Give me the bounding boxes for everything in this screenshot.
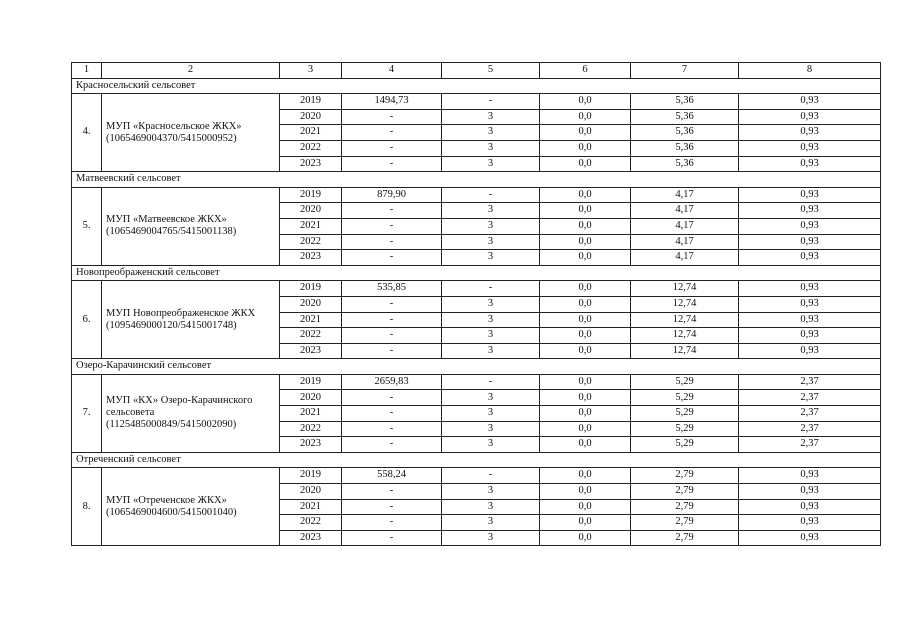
table-cell: 3 <box>442 343 540 359</box>
table-cell: 0,0 <box>540 218 631 234</box>
table-cell: 4,17 <box>631 250 739 266</box>
table-cell: - <box>442 468 540 484</box>
table-cell: 12,74 <box>631 312 739 328</box>
table-cell: - <box>342 343 442 359</box>
table-cell: 0,93 <box>739 515 881 531</box>
table-cell: 2019 <box>280 374 342 390</box>
table-cell: - <box>342 296 442 312</box>
table-cell: 3 <box>442 515 540 531</box>
table-cell: 2023 <box>280 343 342 359</box>
header-cell: 2 <box>102 63 280 79</box>
table-cell: 2020 <box>280 390 342 406</box>
table-cell: 0,0 <box>540 250 631 266</box>
table-cell: - <box>342 390 442 406</box>
section-title-row <box>72 172 881 188</box>
row-number: 7. <box>72 374 102 452</box>
table-cell: 3 <box>442 328 540 344</box>
table-cell: 4,17 <box>631 203 739 219</box>
section-title: Новопреображенский сельсовет <box>72 265 881 281</box>
table-cell: - <box>342 421 442 437</box>
table-cell: 3 <box>442 250 540 266</box>
table-cell: 0,93 <box>739 218 881 234</box>
table-cell: 0,93 <box>739 203 881 219</box>
table-cell: 0,0 <box>540 328 631 344</box>
table-cell: 3 <box>442 484 540 500</box>
table-cell: 2,37 <box>739 437 881 453</box>
table-cell: 2023 <box>280 530 342 546</box>
row-number: 5. <box>72 187 102 265</box>
table-cell: 2022 <box>280 140 342 156</box>
table-cell: 5,29 <box>631 437 739 453</box>
table-cell: - <box>342 530 442 546</box>
table-cell: - <box>342 515 442 531</box>
table-cell: 0,0 <box>540 140 631 156</box>
table-cell: 2659,83 <box>342 374 442 390</box>
table-cell: 0,0 <box>540 343 631 359</box>
table-cell: - <box>442 187 540 203</box>
table-cell: 5,36 <box>631 140 739 156</box>
table-cell: 2020 <box>280 296 342 312</box>
organization-name: МУП Новопреображенское ЖКХ (1095469000120/5415001748) <box>102 281 280 359</box>
table-cell: 2021 <box>280 499 342 515</box>
table-cell: 0,93 <box>739 468 881 484</box>
table-cell: 5,29 <box>631 406 739 422</box>
table-body <box>72 63 881 546</box>
header-cell: 7 <box>631 63 739 79</box>
table-cell: 3 <box>442 296 540 312</box>
table-cell: 5,36 <box>631 109 739 125</box>
table-cell: - <box>342 312 442 328</box>
section-title: Красносельский сельсовет <box>72 78 881 94</box>
table-cell: 0,0 <box>540 156 631 172</box>
table-cell: 0,93 <box>739 484 881 500</box>
table-cell: 2,79 <box>631 499 739 515</box>
table-cell: - <box>442 281 540 297</box>
table-cell: 2,37 <box>739 406 881 422</box>
table-cell: 0,93 <box>739 312 881 328</box>
organization-name: МУП «Отреченское ЖКХ» (1065469004600/5415001040) <box>102 468 280 546</box>
table-cell: 0,93 <box>739 109 881 125</box>
table-cell: 2020 <box>280 203 342 219</box>
table-cell: - <box>342 234 442 250</box>
table-cell: 3 <box>442 437 540 453</box>
table-row <box>72 94 881 110</box>
table-cell: 12,74 <box>631 328 739 344</box>
table-cell: - <box>342 218 442 234</box>
table-cell: 2,79 <box>631 515 739 531</box>
table-cell: 2021 <box>280 406 342 422</box>
table-cell: 2020 <box>280 484 342 500</box>
section-title-row <box>72 452 881 468</box>
table-cell: 3 <box>442 390 540 406</box>
table-cell: 2022 <box>280 234 342 250</box>
table-cell: 0,93 <box>739 125 881 141</box>
table-cell: 0,93 <box>739 530 881 546</box>
table-cell: 0,93 <box>739 281 881 297</box>
table-cell: - <box>442 94 540 110</box>
table-cell: 0,0 <box>540 484 631 500</box>
table-cell: 5,29 <box>631 374 739 390</box>
table-cell: 0,0 <box>540 125 631 141</box>
table-cell: 0,0 <box>540 187 631 203</box>
table-cell: 2,79 <box>631 530 739 546</box>
table-cell: 0,93 <box>739 94 881 110</box>
header-row <box>72 63 881 79</box>
table-cell: 2,37 <box>739 390 881 406</box>
table-cell: 2023 <box>280 250 342 266</box>
table-cell: 1494,73 <box>342 94 442 110</box>
table-cell: 0,0 <box>540 530 631 546</box>
table-cell: 0,0 <box>540 515 631 531</box>
table-cell: - <box>342 125 442 141</box>
table-cell: 2019 <box>280 94 342 110</box>
table-cell: 3 <box>442 109 540 125</box>
table-cell: 535,85 <box>342 281 442 297</box>
table-cell: - <box>342 484 442 500</box>
table-cell: 2023 <box>280 437 342 453</box>
table-cell: 3 <box>442 499 540 515</box>
table-cell: 558,24 <box>342 468 442 484</box>
table-cell: 0,0 <box>540 312 631 328</box>
table-cell: 0,93 <box>739 328 881 344</box>
table-cell: - <box>442 374 540 390</box>
table-cell: 5,36 <box>631 94 739 110</box>
table-cell: 5,36 <box>631 125 739 141</box>
table-cell: 2021 <box>280 125 342 141</box>
table-cell: 3 <box>442 125 540 141</box>
table-cell: 0,93 <box>739 234 881 250</box>
table-cell: 2,37 <box>739 421 881 437</box>
table-cell: 0,0 <box>540 94 631 110</box>
table-cell: 2021 <box>280 218 342 234</box>
table-cell: 0,0 <box>540 203 631 219</box>
table-cell: 0,93 <box>739 187 881 203</box>
table-cell: 0,0 <box>540 390 631 406</box>
table-cell: 2023 <box>280 156 342 172</box>
row-number: 4. <box>72 94 102 172</box>
table-cell: 2022 <box>280 328 342 344</box>
table-cell: 2022 <box>280 421 342 437</box>
table-cell: - <box>342 156 442 172</box>
row-number: 6. <box>72 281 102 359</box>
section-title: Матвеевский сельсовет <box>72 172 881 188</box>
table-cell: 879,90 <box>342 187 442 203</box>
table-cell: 3 <box>442 218 540 234</box>
header-cell: 8 <box>739 63 881 79</box>
table-cell: 2019 <box>280 187 342 203</box>
table-cell: 5,29 <box>631 390 739 406</box>
section-title: Озеро-Карачинский сельсовет <box>72 359 881 375</box>
table-cell: 0,93 <box>739 296 881 312</box>
table-cell: - <box>342 140 442 156</box>
table-cell: 2021 <box>280 312 342 328</box>
section-title-row <box>72 78 881 94</box>
table-cell: 0,0 <box>540 468 631 484</box>
table-cell: 0,93 <box>739 343 881 359</box>
table-cell: 2,37 <box>739 374 881 390</box>
row-number: 8. <box>72 468 102 546</box>
table-cell: 0,0 <box>540 499 631 515</box>
table-cell: 0,0 <box>540 296 631 312</box>
table-cell: 0,93 <box>739 140 881 156</box>
table-cell: 0,0 <box>540 421 631 437</box>
table-cell: 3 <box>442 530 540 546</box>
table-cell: 0,0 <box>540 234 631 250</box>
table-cell: - <box>342 109 442 125</box>
table-cell: - <box>342 499 442 515</box>
table-cell: 2019 <box>280 468 342 484</box>
table-row <box>72 187 881 203</box>
table-row <box>72 468 881 484</box>
header-cell: 6 <box>540 63 631 79</box>
table-cell: 5,36 <box>631 156 739 172</box>
organization-name: МУП «Красносельское ЖКХ» (1065469004370/5415000952) <box>102 94 280 172</box>
header-cell: 3 <box>280 63 342 79</box>
organization-name: МУП «Матвеевское ЖКХ» (1065469004765/5415001138) <box>102 187 280 265</box>
table-cell: 0,0 <box>540 437 631 453</box>
table-cell: 2,79 <box>631 468 739 484</box>
table-cell: 12,74 <box>631 281 739 297</box>
table-cell: 0,93 <box>739 156 881 172</box>
table-cell: 12,74 <box>631 343 739 359</box>
table-cell: 0,93 <box>739 499 881 515</box>
table-cell: 0,0 <box>540 374 631 390</box>
table-cell: - <box>342 437 442 453</box>
table-cell: 3 <box>442 234 540 250</box>
tariff-table <box>71 62 881 546</box>
header-cell: 4 <box>342 63 442 79</box>
table-cell: 3 <box>442 156 540 172</box>
section-title: Отреченский сельсовет <box>72 452 881 468</box>
table-cell: 4,17 <box>631 187 739 203</box>
table-cell: 4,17 <box>631 218 739 234</box>
table-cell: - <box>342 203 442 219</box>
table-cell: 2022 <box>280 515 342 531</box>
table-cell: 0,93 <box>739 250 881 266</box>
section-title-row <box>72 359 881 375</box>
table-cell: 3 <box>442 203 540 219</box>
table-cell: 3 <box>442 140 540 156</box>
table-cell: 0,0 <box>540 109 631 125</box>
table-cell: 4,17 <box>631 234 739 250</box>
header-cell: 5 <box>442 63 540 79</box>
table-cell: 5,29 <box>631 421 739 437</box>
table-cell: - <box>342 250 442 266</box>
table-cell: 3 <box>442 421 540 437</box>
table-cell: 12,74 <box>631 296 739 312</box>
table-cell: 2020 <box>280 109 342 125</box>
table-cell: 0,0 <box>540 406 631 422</box>
table-row <box>72 281 881 297</box>
table-cell: 3 <box>442 312 540 328</box>
section-title-row <box>72 265 881 281</box>
table-cell: 2019 <box>280 281 342 297</box>
table-row <box>72 374 881 390</box>
table-cell: 3 <box>442 406 540 422</box>
organization-name: МУП «КХ» Озеро-Карачинского сельсовета (1125485000849/5415002090) <box>102 374 280 452</box>
table-cell: 0,0 <box>540 281 631 297</box>
table-cell: 2,79 <box>631 484 739 500</box>
table-cell: - <box>342 328 442 344</box>
table-cell: - <box>342 406 442 422</box>
header-cell: 1 <box>72 63 102 79</box>
